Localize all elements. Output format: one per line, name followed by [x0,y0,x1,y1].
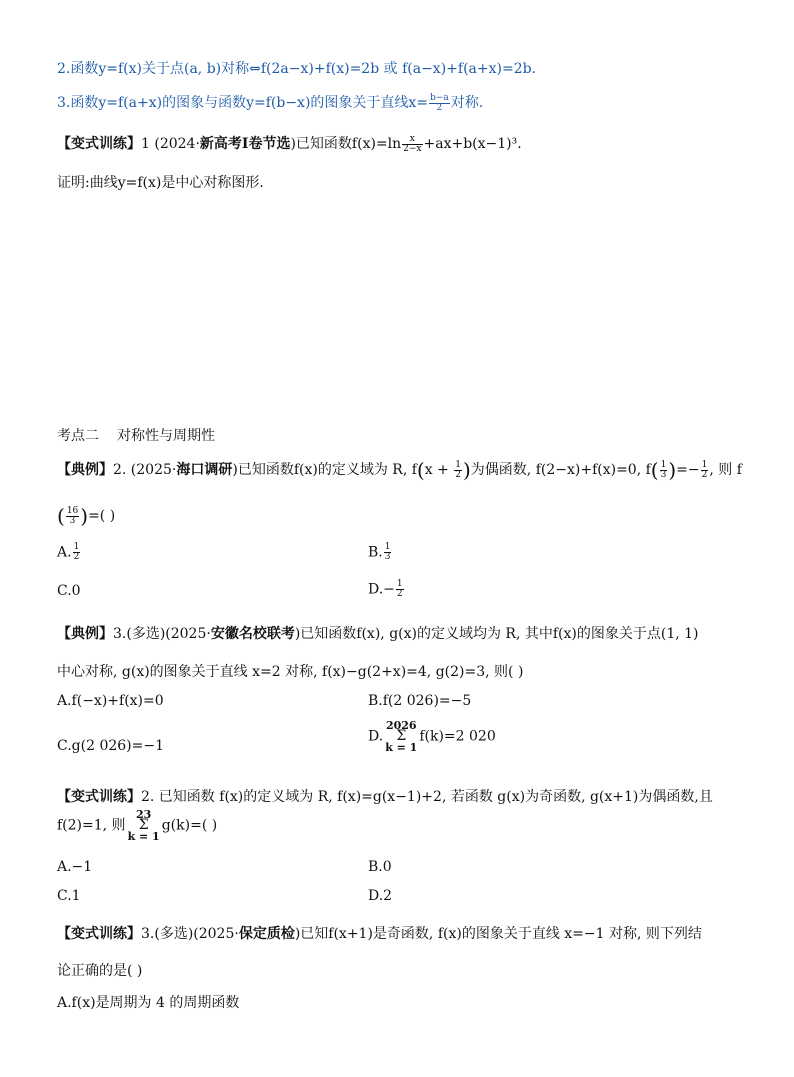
frac-den: 2 [436,102,443,113]
frac-den: 2 [396,589,403,599]
question-text: 3.(多选)(2025· [113,626,211,642]
option-a[interactable] [57,543,81,562]
summation [385,720,417,753]
variant-tag: 【变式训练】 [57,789,141,805]
line3-text-b: 对称. [450,95,484,111]
option-a[interactable]: A.f(x)是周期为 4 的周期函数 [57,995,240,1011]
summation [128,809,160,842]
variant-3-question [57,923,702,943]
variant-tag: 【变式训练】 [57,136,141,152]
section-heading [57,425,215,445]
sum-lower: k = 1 [385,741,418,754]
option-c[interactable]: C.1 [57,888,81,904]
example-2-line2: ( $\frac{16}{3}$ )=( ) [57,504,116,528]
question-text: +ax+b(x−1)³. [423,136,522,152]
option-d[interactable] [368,580,405,599]
example-tag: 【典例】 [57,626,113,642]
question-text: 为偶函数, f(2−x)+f(x)=0, f [470,462,651,478]
fraction [454,461,462,480]
question-text: )已知f(x+1)是奇函数, f(x)的图象关于直线 x=−1 对称, 则下列结 [294,926,702,942]
question-text: 2. 已知函数 f(x)的定义域为 R, f(x)=g(x−1)+2, 若函数 g(x)为奇函数, g(x+1)为偶函数,且 [141,789,713,805]
section-title: 对称性与周期性 [117,428,215,444]
frac-den: 2 [701,469,708,480]
fraction [66,507,79,526]
example-3-line2: 中心对称, g(x)的图象关于直线 x=2 对称, f(x)−g(2+x)=4, g(2)=3, 则( ) [57,664,524,680]
option-text: f(k)=2 020 [419,728,496,745]
question-text: =− [676,462,700,478]
question-text: , 则 f [709,462,742,478]
example-2-question: 【典例】2. (2025·海口调研)已知函数f(x)的定义域为 R, f(x + $\frac{1}{2}$ )为偶函数, f(2−x)+f(x)=0, f( $\frac{1}{3}$ )=− $\frac{1}{2}$ , 则 f [57,458,742,482]
sigma-symbol: Σ [138,817,149,833]
option-label: D.− [368,581,395,598]
option-b[interactable]: B.0 [368,859,392,875]
frac-num: 16 [66,505,79,516]
question-text: )已知函数f(x)的定义域为 R, f [232,462,417,478]
option-label: A. [57,544,72,561]
answer-blank: g(k)=( ) [161,817,218,834]
option-a[interactable]: A.f(−x)+f(x)=0 [57,693,164,709]
fraction [402,135,422,154]
question-text: x + [424,462,454,478]
sum-upper: 23 [135,808,152,821]
section-label: 考点二 [57,428,99,444]
variant-3-line2: 论正确的是( ) [57,963,143,979]
option-label: B. [368,544,383,561]
option-c[interactable]: C.0 [57,583,81,599]
question-text: f(2)=1, 则 [57,817,126,834]
question-text: 2. (2025· [113,462,177,478]
sum-lower: k = 1 [127,830,160,843]
frac-num: x [402,135,422,145]
frac-num: 1 [384,542,391,552]
fraction [73,543,81,562]
question-text: 1 (2024· [141,136,200,152]
source: 新高考Ⅰ卷节选 [199,136,291,152]
fraction [396,580,404,599]
frac-num: 1 [455,459,461,470]
line3-text-a: 3.函数y=f(a+x)的图象与函数y=f(b−x)的图象关于直线x= [57,95,429,111]
source: 保定质检 [238,926,295,942]
answer-blank: =( ) [88,508,116,524]
option-b[interactable]: B.f(2 026)=−5 [368,693,472,709]
example-tag: 【典例】 [57,462,113,478]
frac-num: 1 [701,459,708,470]
property-line-2: 2.函数y=f(x)关于点(a, b)对称⇔f(2a−x)+f(x)=2b 或 f(a−x)+f(a+x)=2b. [57,61,537,77]
variant-1-question [57,133,522,154]
option-label: D. [368,728,384,745]
option-a[interactable]: A.−1 [57,859,93,875]
property-line-3 [57,92,483,113]
example-3-question [57,623,699,643]
source: 安徽名校联考 [210,626,295,642]
sigma-symbol: Σ [396,728,407,744]
question-text: )已知函数f(x)=ln [290,136,402,152]
fraction [384,543,392,562]
fraction [701,461,709,480]
variant-2-line2 [57,809,217,842]
question-text: 3.(多选)(2025· [141,926,239,942]
frac-num: 1 [396,579,403,589]
frac-num: 1 [660,459,667,470]
frac-den: 2 [455,469,461,480]
fraction [660,461,668,480]
option-d[interactable]: D.2 [368,888,393,904]
frac-num: 1 [73,542,80,552]
variant-1-proof: 证明:曲线y=f(x)是中心对称图形. [57,175,264,191]
frac-den: 3 [69,515,76,526]
frac-num: b−a [430,92,449,103]
source: 海口调研 [176,462,233,478]
frac-den: 2−x [403,143,422,154]
frac-den: 2 [73,552,80,562]
sum-upper: 2026 [385,719,417,732]
frac-den: 3 [660,469,667,480]
question-text: )已知函数f(x), g(x)的定义域均为 R, 其中f(x)的图象关于点(1, 1) [294,626,699,642]
frac-den: 3 [384,552,391,562]
option-d[interactable] [368,720,496,753]
option-c[interactable]: C.g(2 026)=−1 [57,738,164,754]
variant-2-question [57,786,713,806]
variant-tag: 【变式训练】 [57,926,141,942]
fraction [429,94,450,113]
option-b[interactable] [368,543,392,562]
